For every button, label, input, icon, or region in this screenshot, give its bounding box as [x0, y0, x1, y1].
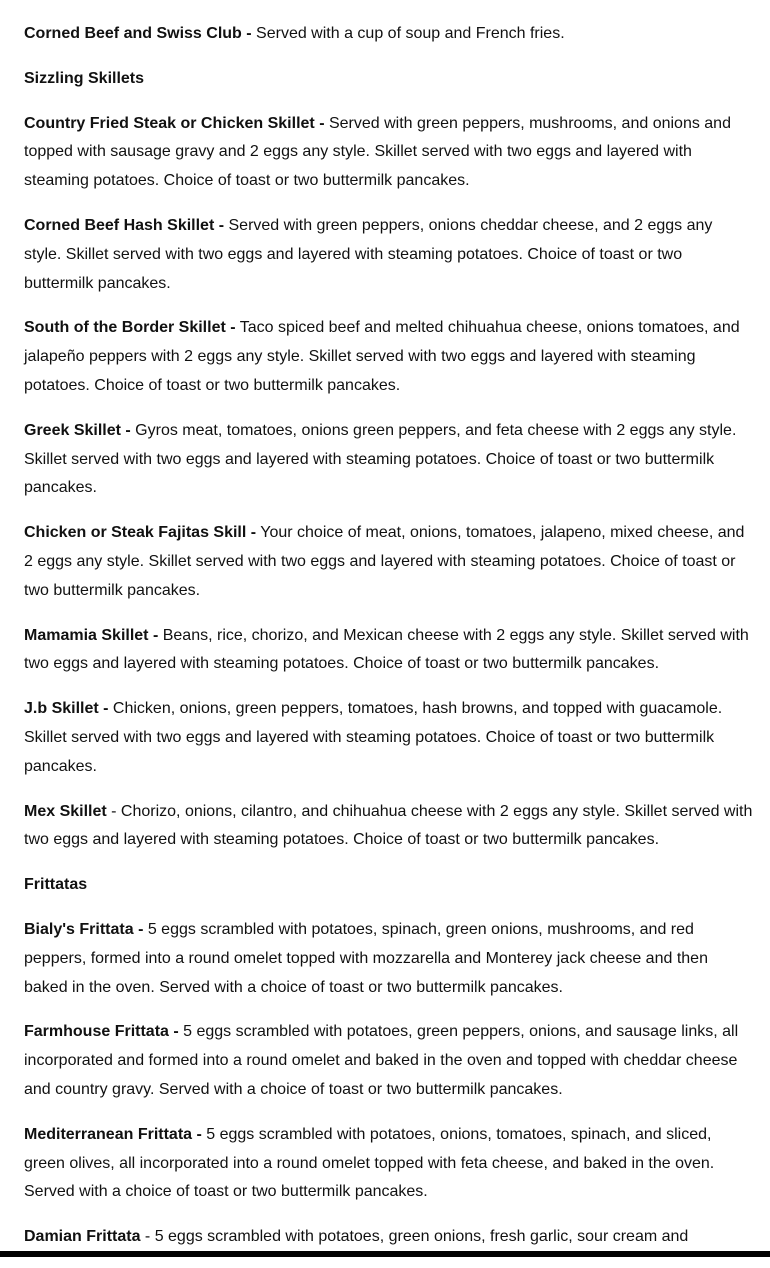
menu-item	[24, 417, 754, 503]
menu-item	[24, 314, 754, 400]
item-description: - 5 eggs scrambled with potatoes, green onions, fresh garlic, sour cream and	[140, 1228, 689, 1246]
item-description: Served with green peppers, onions cheddar cheese, and 2 eggs any style. Skillet served with two eggs and layered with steaming potatoes. Choice of toast or two buttermilk pancakes.	[24, 216, 713, 292]
item-name: Corned Beef and Swiss Club -	[24, 25, 252, 42]
item-description: Beans, rice, chorizo, and Mexican cheese with 2 eggs any style. Skillet served with two eggs and layered with steaming potatoes. Choice of toast or two buttermilk pancakes.	[24, 626, 749, 673]
menu-item	[24, 1121, 754, 1207]
menu-item	[24, 695, 754, 781]
item-name: Mamamia Skillet -	[24, 626, 159, 644]
menu-content	[24, 20, 754, 1268]
item-name: Bialy's Frittata -	[24, 920, 144, 938]
item-name: Mediterranean Frittata -	[24, 1125, 202, 1143]
item-name: Mex Skillet	[24, 802, 107, 820]
menu-item	[24, 622, 754, 680]
item-description: - Chorizo, onions, cilantro, and chihuahua cheese with 2 eggs any style. Skillet served with two eggs and layered with steaming potatoes. Choice of toast or two buttermilk pancakes.	[24, 802, 753, 849]
item-description: Served with a cup of soup and French fries.	[251, 25, 565, 42]
item-description: 5 eggs scrambled with potatoes, onions, tomatoes, spinach, and sliced, green olives, all incorporated into a round omelet topped with feta cheese, and baked in the oven. Served with a choice of toast or two buttermilk pancakes.	[24, 1125, 715, 1201]
menu-item	[24, 798, 754, 856]
item-description: 5 eggs scrambled with potatoes, green peppers, onions, and sausage links, all incorporated and formed into a round omelet and baked in the oven and topped with cheddar cheese and country gravy. Served with a choice of toast or two buttermilk pancakes.	[24, 1023, 739, 1098]
item-name: Farmhouse Frittata -	[24, 1023, 179, 1041]
item-description: Taco spiced beef and melted chihuahua cheese, onions tomatoes, and jalapeño peppers with 2 eggs any style. Skillet served with two eggs and layered with steaming potatoes. Choice of toast or two buttermilk pancakes.	[24, 319, 740, 394]
menu-item	[24, 1018, 754, 1104]
menu-item	[24, 212, 754, 298]
section-heading: Frittatas	[24, 876, 88, 894]
item-description: Served with green peppers, mushrooms, and onions and topped with sausage gravy and 2 eggs any style. Skillet served with two eggs and layered with steaming potatoes. Choice of toast or two buttermilk pancakes.	[24, 114, 731, 190]
menu-item	[24, 110, 754, 196]
item-name: J.b Skillet -	[24, 700, 109, 718]
menu-item	[24, 20, 754, 49]
bottom-edge-bar	[0, 1251, 770, 1257]
section-heading: Sizzling Skillets	[24, 69, 145, 87]
item-name: South of the Border Skillet -	[24, 319, 236, 337]
menu-item	[24, 519, 754, 605]
item-name: Country Fried Steak or Chicken Skillet -	[24, 114, 325, 132]
item-description: 5 eggs scrambled with potatoes, spinach, green onions, mushrooms, and red peppers, formed into a round omelet topped with mozzarella and Monterey jack cheese and then baked in the oven. Served with a choice of toast or two buttermilk pancakes.	[24, 920, 708, 996]
item-name: Damian Frittata	[24, 1228, 141, 1246]
item-description: Chicken, onions, green peppers, tomatoes, hash browns, and topped with guacamole. Skillet served with two eggs and layered with steaming potatoes. Choice of toast or two buttermilk pancakes.	[24, 700, 723, 775]
item-name: Corned Beef Hash Skillet -	[24, 216, 225, 234]
menu-item	[24, 1223, 754, 1252]
item-name: Chicken or Steak Fajitas Skill -	[24, 524, 257, 542]
item-description: Your choice of meat, onions, tomatoes, jalapeno, mixed cheese, and 2 eggs any style. Skillet served with two eggs and layered with steaming potatoes. Choice of toast or two buttermilk pancakes.	[24, 524, 745, 599]
item-name: Greek Skillet -	[24, 421, 131, 439]
item-description: Gyros meat, tomatoes, onions green peppers, and feta cheese with 2 eggs any style. Skillet served with two eggs and layered with steaming potatoes. Choice of toast or two buttermilk pancakes.	[24, 421, 737, 497]
menu-item	[24, 916, 754, 1002]
